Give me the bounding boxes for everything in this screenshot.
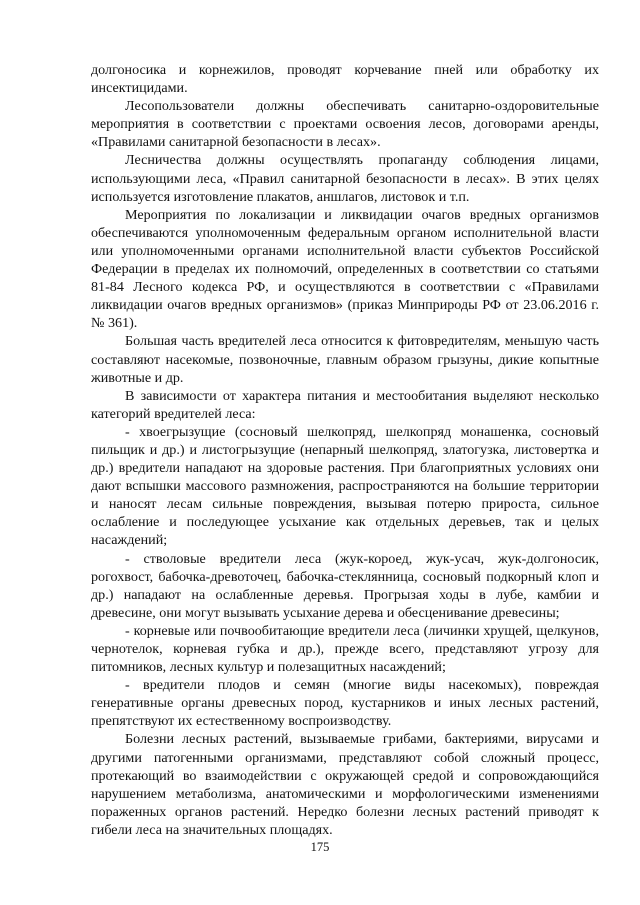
page-number: 175: [310, 840, 330, 854]
list-item-root-pests: - корневые или почвообитающие вредители леса (личинки хрущей, щелкунов, чернотелок, корневая губка и др.), прежде всего, представляют угрозу для питомников, лесных культур и полезащитных насаждений;: [91, 622, 599, 676]
paragraph-forestries: Лесничества должны осуществлять пропаганду соблюдения лицами, использующими леса, «Правил санитарной безопасности в лесах». В этих целях используется изготовление плакатов, аншлагов, листовок и т.п.: [91, 152, 599, 205]
paragraph-localization-measures: Мероприятия по локализации и ликвидации очагов вредных организмов обеспечиваются уполномоченным федеральным органом исполнительной власти или уполномоченными органами исполнительной власти субъектов Российской Федерации в пределах их полномочий, определенных в соответствии со статьями 81-84 Лесного кодекса РФ, и осуществляются в соответствии с «Правилами ликвидации очагов вредных организмов» (приказ Минприроды РФ от 23.06.2016 г. № 361).: [91, 206, 599, 332]
list-item-stem-pests: - стволовые вредители леса (жук-короед, жук-усач, жук-долгоносик, рогохвост, бабочка-древоточец, бабочка-стеклянница, сосновый подкорный клоп и др.) нападают на ослабленные деревья. Прогрызая ходы в лубе, камбии и древесине, они могут вызывать усыхание дерева и обесценивание древесины;: [91, 550, 599, 621]
body-text: [91, 61, 599, 839]
paragraph-forest-users: Лесопользователи должны обеспечивать санитарно-оздоровительные мероприятия в соответствии с проектами освоения лесов, договорами аренды, «Правилами санитарной безопасности в лесах».: [91, 98, 599, 151]
paragraph-pest-composition: Большая часть вредителей леса относится к фитовредителям, меньшую часть составляют насекомые, позвоночные, главным образом грызуны, дикие копытные животные и др.: [91, 333, 599, 386]
paragraph-continuation: долгоносика и корнежилов, проводят корчевание пней или обработку их инсектицидами.: [91, 62, 599, 97]
paragraph-pest-categories: В зависимости от характера питания и местообитания выделяют несколько категорий вредителей леса:: [91, 387, 599, 422]
list-item-needle-leaf-eaters: - хвоегрызущие (сосновый шелкопряд, шелкопряд монашенка, сосновый пильщик и др.) и листогрызущие (непарный шелкопряд, златогузка, листовертка и др.) вредители нападают на здоровые растения. При благоприятных условиях они дают вспышки массового размножения, распространяются на большие территории и наносят лесам сильные повреждения, вызывая потерю прироста, сильное ослабление и последующее усыхание как отдельных деревьев, так и целых насаждений;: [91, 423, 599, 549]
paragraph-diseases: Болезни лесных растений, вызываемые грибами, бактериями, вирусами и другими патогенными организмами, представляют собой сложный процесс, протекающий во взаимодействии с окружающей средой и сопровождающийся нарушением метаболизма, анатомическими и морфологическими изменениями пораженных органов растений. Нередко болезни лесных растений приводят к гибели леса на значительных площадях.: [91, 731, 599, 838]
list-item-fruit-seed-pests: - вредители плодов и семян (многие виды насекомых), повреждая генеративные органы древесных пород, кустарников и иных лесных растений, препятствуют их естественному воспроизводству.: [91, 677, 599, 730]
